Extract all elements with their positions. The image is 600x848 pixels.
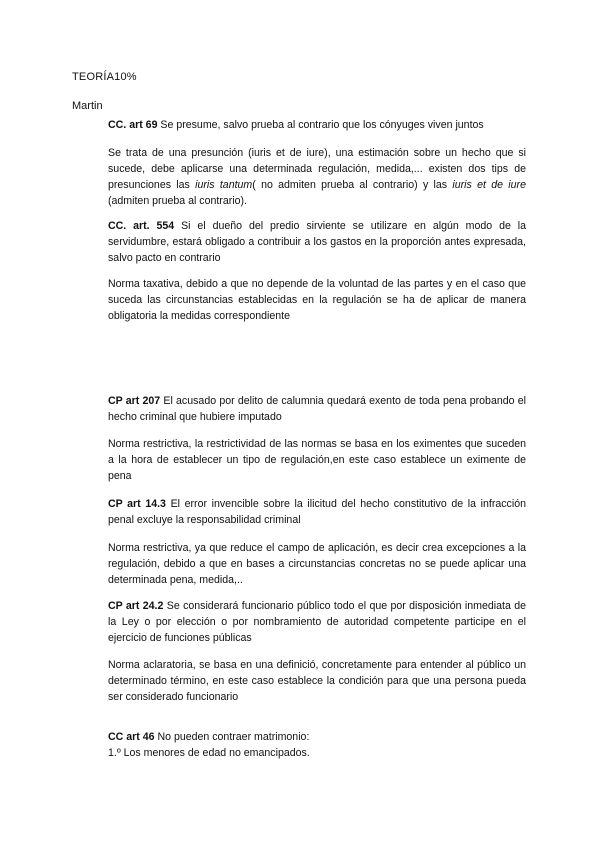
paragraph-text: (admiten prueba al contrario).	[108, 195, 247, 207]
article-heading-line	[108, 729, 526, 745]
paragraph-text: Norma restrictiva, la restrictividad de las normas se basa en los eximentes que suceden a la hora de establecer un tipo de regulación,en este caso establece un eximente de pena	[108, 438, 526, 482]
paragraph-restrictiva-2	[108, 540, 526, 588]
paragraph-text: Norma taxativa, debido a que no depende de la voluntad de las partes y en el caso que suceda las circunstancias establecidas en la regulación se ha de aplicar de manera obligatoria la medidas correspondiente	[108, 278, 526, 322]
article-text: El acusado por delito de calumnia quedará exento de toda pena probando el hecho criminal que hubiere imputado	[108, 395, 526, 423]
article-text: Se presume, salvo prueba al contrario que los cónyuges viven juntos	[157, 119, 484, 131]
article-ref: CP art 14.3	[108, 498, 166, 510]
paragraph-text: Norma restrictiva, ya que reduce el campo de aplicación, es decir crea excepciones a la regulación, debido a que en bases a circunstancias concretas no se puede aplicar una determinada pena, medida,..	[108, 542, 526, 586]
article-text: Se considerará funcionario público todo el que por disposición inmediata de la Ley o por elección o por nombramiento de autoridad competente participe en el ejercicio de funciones públicas	[108, 600, 527, 644]
article-cp-24-2	[108, 598, 526, 646]
paragraph-text: Se trata de una presunción (iuris et de iure), una estimación sobre un hecho que si sucede, debe aplicarse una determinada regulación, medida,... existen dos tips de presunciones las	[108, 147, 526, 191]
paragraph-text: Norma aclaratoria, se basa en una definició, concretamente para entender al público un determinado término, en este caso establece la condición para que una persona pueda ser considerado funcionario	[108, 659, 526, 703]
author-name: Martin	[72, 100, 103, 112]
article-cc-69	[108, 117, 526, 133]
paragraph-taxativa	[108, 276, 526, 324]
article-text: Si el dueño del predio sirviente se utilizare en algún modo de la servidumbre, estará obligado a contribuir a los gastos en la proporción antes expresada, salvo pacto en contrario	[108, 220, 526, 264]
document-title: TEORÍA10%	[72, 71, 137, 83]
paragraph-presuncion	[108, 145, 526, 209]
article-ref: CC. art. 554	[108, 220, 175, 232]
article-text: El error invencible sobre la ilicitud del hecho constitutivo de la infracción penal excluye la responsabilidad criminal	[108, 498, 526, 526]
article-cc-554	[108, 218, 526, 266]
article-cp-207	[108, 393, 526, 425]
emphasis-term: iuris et de iure	[452, 179, 526, 191]
paragraph-aclaratoria	[108, 657, 526, 705]
article-ref: CC art 46	[108, 731, 155, 743]
article-text: No pueden contraer matrimonio:	[154, 731, 310, 743]
paragraph-restrictiva-1	[108, 436, 526, 484]
article-cc-46	[108, 729, 526, 761]
paragraph-text: ( no admiten prueba al contrario) y las	[252, 179, 453, 191]
article-ref: CC. art 69	[108, 119, 158, 131]
article-ref: CP art 24.2	[108, 600, 164, 612]
emphasis-term: iuris tantum	[195, 179, 253, 191]
article-cp-14-3	[108, 496, 526, 528]
article-list-item: 1.º Los menores de edad no emancipados.	[108, 747, 310, 759]
article-ref: CP art 207	[108, 395, 161, 407]
